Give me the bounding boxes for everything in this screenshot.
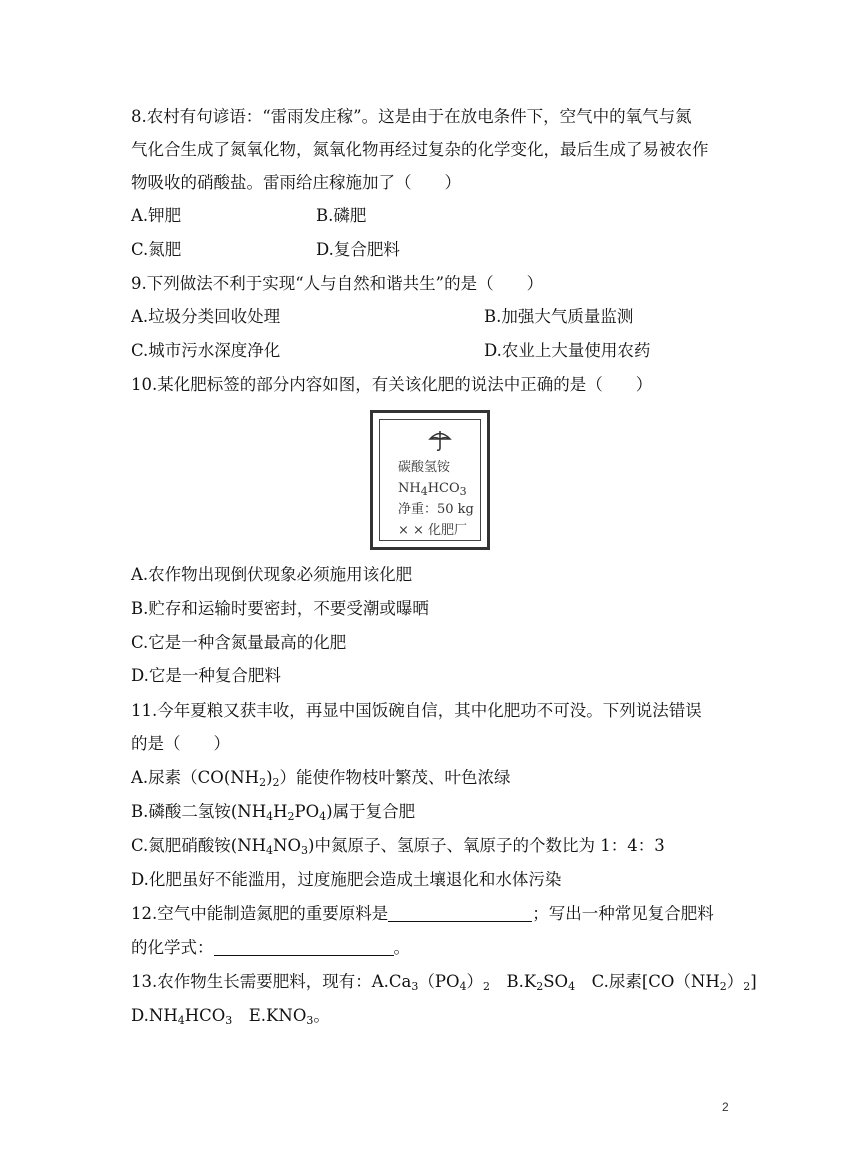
label-net-weight: 净重：50 kg (398, 502, 474, 517)
q11-option-d: D.化肥虽好不能滥用，过度施肥会造成土壤退化和水体污染 (131, 870, 562, 889)
q11-option-c: C.氮肥硝酸铵$(NH_4NO_3)$中氮原子、氢原子、氧原子的个数比为 1：4：3 (131, 836, 665, 857)
q8-option-d: D.复合肥料 (316, 240, 400, 259)
q13-line1: 13.农作物生长需要肥料，现有：$A.Ca_3(PO_4)_2$ $B.K_2SO_4$ C.尿素$[CO(NH_2)_2]$ (131, 972, 757, 993)
q10-option-b: B.贮存和运输时要密封，不要受潮或曝晒 (131, 599, 429, 618)
q12-line1: 12.空气中能制造氮肥的重要原料是 ；写出一种常见复合肥料 (131, 904, 714, 923)
q12-answer-blank-1[interactable] (388, 903, 532, 922)
q12-answer-blank-2[interactable] (214, 937, 394, 956)
q10-stem: 10.某化肥标签的部分内容如图，有关该化肥的说法中正确的是（ ） (131, 375, 653, 394)
q9-option-c: C.城市污水深度净化 (131, 341, 281, 360)
label-factory: × × 化肥厂 (398, 523, 468, 538)
q9-option-a: A.垃圾分类回收处理 (131, 307, 281, 326)
q11-option-a: A.尿素$(CO(NH_2)_2)$能使作物枝叶繁茂、叶色浓绿 (131, 768, 511, 789)
q8-option-b: B.磷肥 (316, 206, 367, 225)
q12-line2: 的化学式： 。 (131, 938, 410, 957)
page-number: 2 (722, 1100, 729, 1114)
q8-option-c: C.氮肥 (131, 240, 182, 259)
q11-stem-line1: 11.今年夏粮又获丰收，再显中国饭碗自信，其中化肥功不可没。下列说法错误 (131, 701, 702, 720)
fertilizer-label-border (379, 419, 481, 541)
fertilizer-label-figure (370, 410, 490, 550)
q9-stem: 9.下列做法不利于实现“人与自然和谐共生”的是（ ） (131, 274, 544, 293)
q10-option-d: D.它是一种复合肥料 (131, 666, 281, 685)
umbrella-icon (428, 428, 452, 452)
label-formula: $NH_4HCO_3$ (398, 481, 467, 498)
q11-stem-line2: 的是（ ） (131, 734, 230, 753)
q9-option-d: D.农业上大量使用农药 (484, 341, 651, 360)
q10-option-a: A.农作物出现倒伏现象必须施用该化肥 (131, 565, 413, 584)
q8-stem-line1: 8.农村有句谚语：“雷雨发庄稼”。这是由于在放电条件下，空气中的氧气与氮 (131, 107, 692, 126)
q8-option-a: A.钾肥 (131, 206, 182, 225)
q13-line2: $D.NH_4HCO_3$ $E.KNO_3$。 (131, 1006, 330, 1027)
q8-stem-line3: 物吸收的硝酸盐。雷雨给庄稼施加了（ ） (131, 173, 461, 192)
q9-option-b: B.加强大气质量监测 (484, 307, 634, 326)
q8-stem-line2: 气化合生成了氮氧化物，氮氧化物再经过复杂的化学变化，最后生成了易被农作 (131, 140, 709, 159)
label-product-name: 碳酸氢铵 (398, 460, 451, 475)
q11-option-b: B.磷酸二氢铵$(NH_4H_2PO_4)$属于复合肥 (131, 802, 416, 823)
q10-option-c: C.它是一种含氮量最高的化肥 (131, 633, 347, 652)
